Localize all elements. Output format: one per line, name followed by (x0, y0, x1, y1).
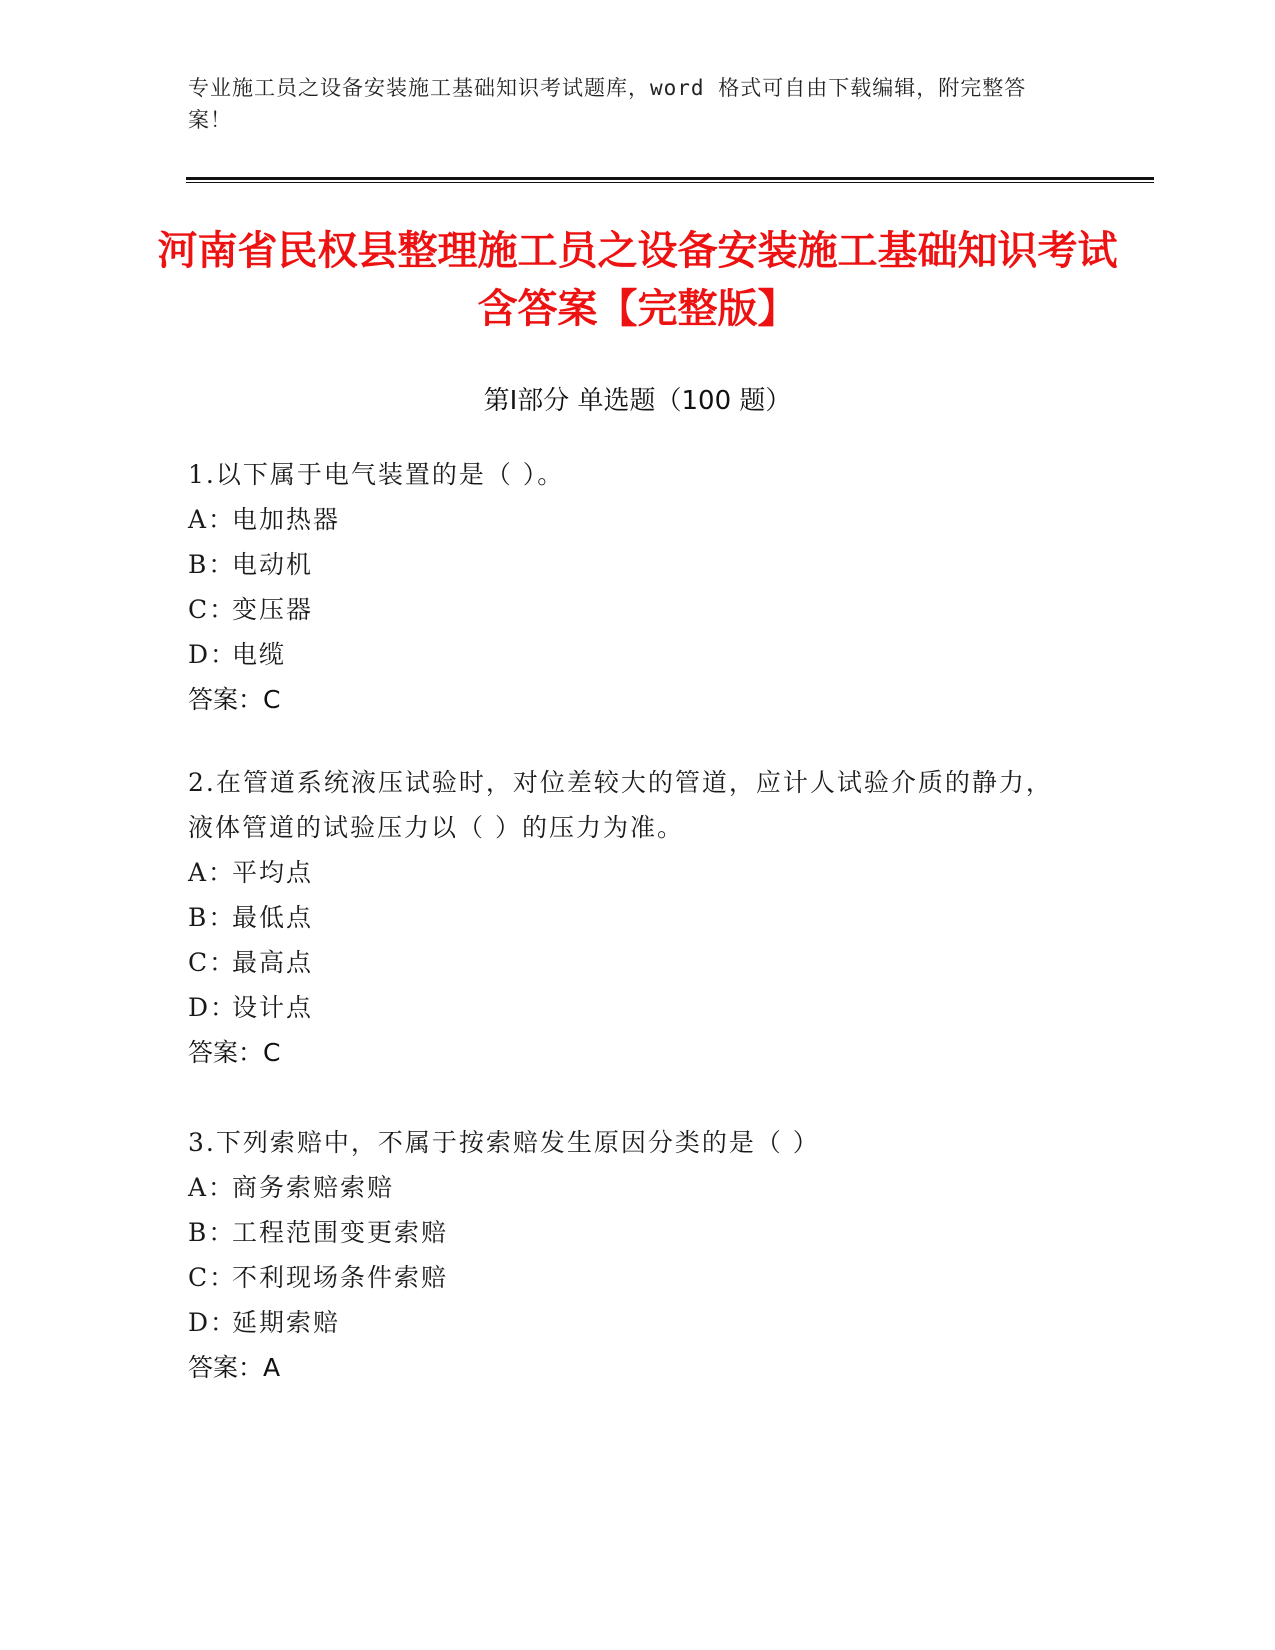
option-text: 工程范围变更索赔 (232, 1218, 449, 1247)
question-stem: 3.下列索赔中，不属于按索赔发生原因分类的是（ ） (188, 1128, 820, 1157)
option-d (188, 1300, 1068, 1345)
option-text: 不利现场条件索赔 (232, 1263, 449, 1292)
header-divider-thick (186, 177, 1154, 180)
header-note: 专业施工员之设备安装施工基础知识考试题库，word 格式可自由下载编辑，附完整答案！ (188, 76, 1027, 132)
option-a (188, 1165, 1068, 1210)
answer-line: 答案：A (188, 1353, 281, 1382)
option-a (188, 850, 1068, 895)
option-text: 电缆 (232, 640, 287, 669)
question-3 (188, 1120, 1068, 1390)
option-c (188, 940, 1068, 985)
option-text: 平均点 (232, 858, 314, 887)
option-d (188, 985, 1068, 1030)
answer-line: 答案：C (188, 1038, 281, 1067)
option-text: 最低点 (232, 903, 314, 932)
option-key: C： (188, 1263, 237, 1292)
option-key: A： (188, 1173, 236, 1202)
question-1 (188, 452, 1068, 722)
option-key: A： (188, 858, 236, 887)
question-stem: 2.在管道系统液压试验时，对位差较大的管道，应计人试验介质的静力，液体管道的试验压力以（ ）的压力为准。 (188, 768, 1053, 842)
option-c (188, 587, 1068, 632)
option-key: D： (188, 1308, 238, 1337)
header-divider-thin (186, 182, 1154, 183)
option-text: 设计点 (232, 993, 314, 1022)
option-key: D： (188, 993, 238, 1022)
option-key: B： (188, 1218, 236, 1247)
option-a (188, 497, 1068, 542)
option-text: 电加热器 (232, 505, 341, 534)
option-b (188, 895, 1068, 940)
answer-line: 答案：C (188, 685, 281, 714)
option-b (188, 1210, 1068, 1255)
option-key: C： (188, 948, 237, 977)
option-key: B： (188, 903, 236, 932)
option-key: C： (188, 595, 237, 624)
option-text: 商务索赔索赔 (232, 1173, 395, 1202)
question-2 (188, 760, 1068, 1075)
option-text: 电动机 (232, 550, 314, 579)
option-c (188, 1255, 1068, 1300)
option-text: 变压器 (232, 595, 314, 624)
document-title: 河南省民权县整理施工员之设备安装施工基础知识考试含答案【完整版】 (157, 228, 1118, 332)
option-key: B： (188, 550, 236, 579)
option-key: A： (188, 505, 236, 534)
option-text: 最高点 (232, 948, 314, 977)
option-text: 延期索赔 (232, 1308, 341, 1337)
option-b (188, 542, 1068, 587)
option-key: D： (188, 640, 238, 669)
question-stem: 1.以下属于电气装置的是（ ）。 (188, 460, 565, 489)
option-d (188, 632, 1068, 677)
section-heading: 第Ⅰ部分 单选题（100 题） (483, 386, 792, 416)
